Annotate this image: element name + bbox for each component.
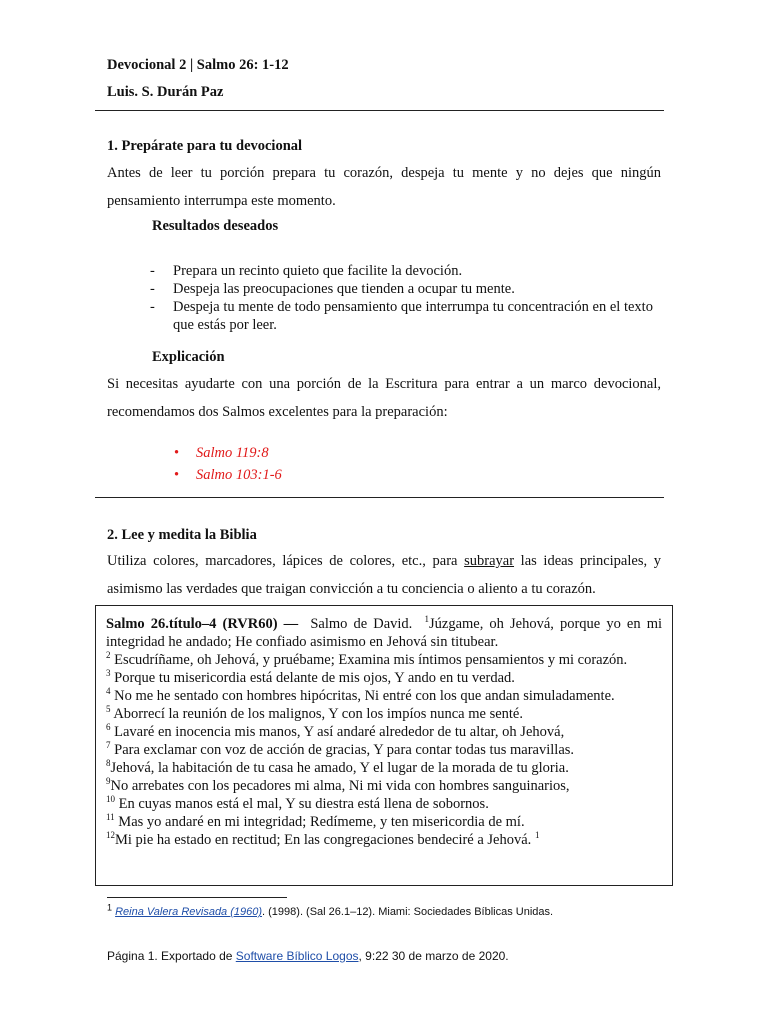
- verse-text: No me he sentado con hombres hipócritas, Ni entré con los que andan simuladamente.: [114, 688, 615, 704]
- verse-text: No arrebates con los pecadores mi alma, Ni mi vida con hombres sanguinarios,: [110, 778, 570, 794]
- underlined-word: subrayar: [464, 553, 515, 569]
- psalm-line: [106, 705, 662, 723]
- reference-item: [174, 464, 282, 486]
- psalm-line: [106, 831, 662, 849]
- footnote-text: . (1998). (Sal 26.1–12). Miami: Sociedades Bíblicas Unidas.: [262, 906, 554, 918]
- psalm-reference: Salmo 26.título–4 (RVR60) —: [106, 616, 299, 632]
- explanation-text: Si necesitas ayudarte con una porción de la Escritura para entrar a un marco devocional, recomendamos dos Salmos excelentes para la preparación:: [107, 376, 661, 420]
- footnote-number: 1: [107, 902, 113, 913]
- reference-text: Salmo 103:1-6: [196, 467, 282, 483]
- psalm-intro: Salmo de David.: [310, 616, 413, 632]
- psalm-line: [106, 741, 662, 759]
- list-item: - Despeja tu mente de todo pensamiento que interrumpa tu concentración en el texto que estás por leer.: [150, 299, 653, 333]
- reference-list: [174, 442, 282, 486]
- verse-text: Porque tu misericordia está delante de mis ojos, Y ando en tu verdad.: [114, 670, 515, 686]
- psalm-line: [106, 795, 662, 813]
- verse-number: 7: [106, 740, 111, 751]
- results-list: [150, 262, 665, 334]
- section2-text: [107, 547, 661, 603]
- verse-text: Jehová, la habitación de tu casa he amado, Y el lugar de la morada de tu gloria.: [110, 760, 569, 776]
- psalm-line: [106, 777, 662, 795]
- psalm-line: [106, 759, 662, 777]
- psalm-line: [106, 651, 662, 669]
- verse-text: Lavaré en inocencia mis manos, Y así andaré alrededor de tu altar, oh Jehová,: [114, 724, 565, 740]
- footnote-divider: [107, 897, 287, 898]
- psalm-line: [106, 813, 662, 831]
- verse-text: Aborrecí la reunión de los malignos, Y con los impíos nunca me senté.: [113, 706, 523, 722]
- verse-number: 2: [106, 650, 111, 661]
- psalm-line: [106, 615, 662, 633]
- verse-number: 6: [106, 722, 111, 733]
- verse-number: 4: [106, 686, 111, 697]
- footer-text: Página 1. Exportado de: [107, 949, 236, 963]
- section2-text-part: Utiliza colores, marcadores, lápices de colores, etc., para: [107, 553, 465, 569]
- verse-number: 8: [106, 758, 111, 769]
- verse-number: 10: [106, 794, 115, 805]
- list-item-text: Prepara un recinto quieto que facilite la devoción.: [173, 263, 463, 279]
- list-item-text: Despeja tu mente de todo pensamiento que interrumpa tu concentración en el texto que estás por leer.: [173, 299, 653, 333]
- footnote: [107, 902, 554, 918]
- verse-number: 3: [106, 668, 111, 679]
- verse-text: Júzgame, oh Jehová, porque yo en mi: [428, 616, 662, 632]
- verse-text: Para exclamar con voz de acción de gracias, Y para contar todas tus maravillas.: [114, 742, 575, 758]
- bullet-icon: •: [174, 467, 180, 483]
- page-footer: [107, 949, 509, 963]
- section1-heading: 1. Prepárate para tu devocional: [107, 138, 303, 154]
- verse-text: Mi pie ha estado en rectitud; En las congregaciones bendeciré a Jehová.: [115, 832, 532, 848]
- psalm-line: [106, 669, 662, 687]
- reference-text: Salmo 119:8: [196, 445, 269, 461]
- section-divider: [95, 497, 664, 498]
- verse-text: En cuyas manos está el mal, Y su diestra está llena de sobornos.: [118, 796, 489, 812]
- verse-number: 11: [106, 812, 115, 823]
- logos-software-link[interactable]: Software Bíblico Logos: [235, 949, 359, 963]
- footnote-reference[interactable]: 1: [534, 830, 540, 841]
- bullet-icon: •: [174, 445, 180, 461]
- section2-text-part: las ideas principales, y asimismo las verdades que traigan convicción a tu conciencia o aliento a tu corazón.: [107, 553, 661, 597]
- document-title: Devocional 2 | Salmo 26: 1-12: [107, 57, 289, 73]
- list-item-text: Despeja las preocupaciones que tienden a ocupar tu mente.: [173, 281, 515, 297]
- verse-text: Mas yo andaré en mi integridad; Redímeme, y ten misericordia de mí.: [118, 814, 525, 830]
- section1-intro: Antes de leer tu porción prepara tu corazón, despeja tu mente y no dejes que ningún pensamiento interrumpa este momento.: [107, 165, 661, 209]
- reference-item: [174, 442, 282, 464]
- psalm-line: integridad he andado; He confiado asimismo en Jehová sin titubear.: [106, 634, 499, 650]
- psalm-text: [106, 615, 662, 849]
- footer-text: , 9:22 30 de marzo de 2020.: [358, 949, 509, 963]
- section2-heading: 2. Lee y medita la Biblia: [107, 527, 257, 543]
- verse-number: 12: [106, 830, 115, 841]
- footnote-source-link[interactable]: Reina Valera Revisada (1960): [115, 906, 263, 918]
- psalm-line: [106, 687, 662, 705]
- explanation-heading: Explicación: [152, 349, 225, 365]
- verse-number: 9: [106, 776, 111, 787]
- list-item: - Despeja las preocupaciones que tienden a ocupar tu mente.: [150, 281, 515, 297]
- header-divider: [95, 110, 664, 111]
- verse-number: 5: [106, 704, 111, 715]
- document-author: Luis. S. Durán Paz: [107, 84, 224, 100]
- verse-text: Escudríñame, oh Jehová, y pruébame; Examina mis íntimos pensamientos y mi corazón.: [114, 652, 628, 668]
- list-item: - Prepara un recinto quieto que facilite la devoción.: [150, 263, 463, 279]
- results-heading: Resultados deseados: [152, 218, 279, 234]
- psalm-line: [106, 723, 662, 741]
- verse-number: 1: [424, 614, 429, 625]
